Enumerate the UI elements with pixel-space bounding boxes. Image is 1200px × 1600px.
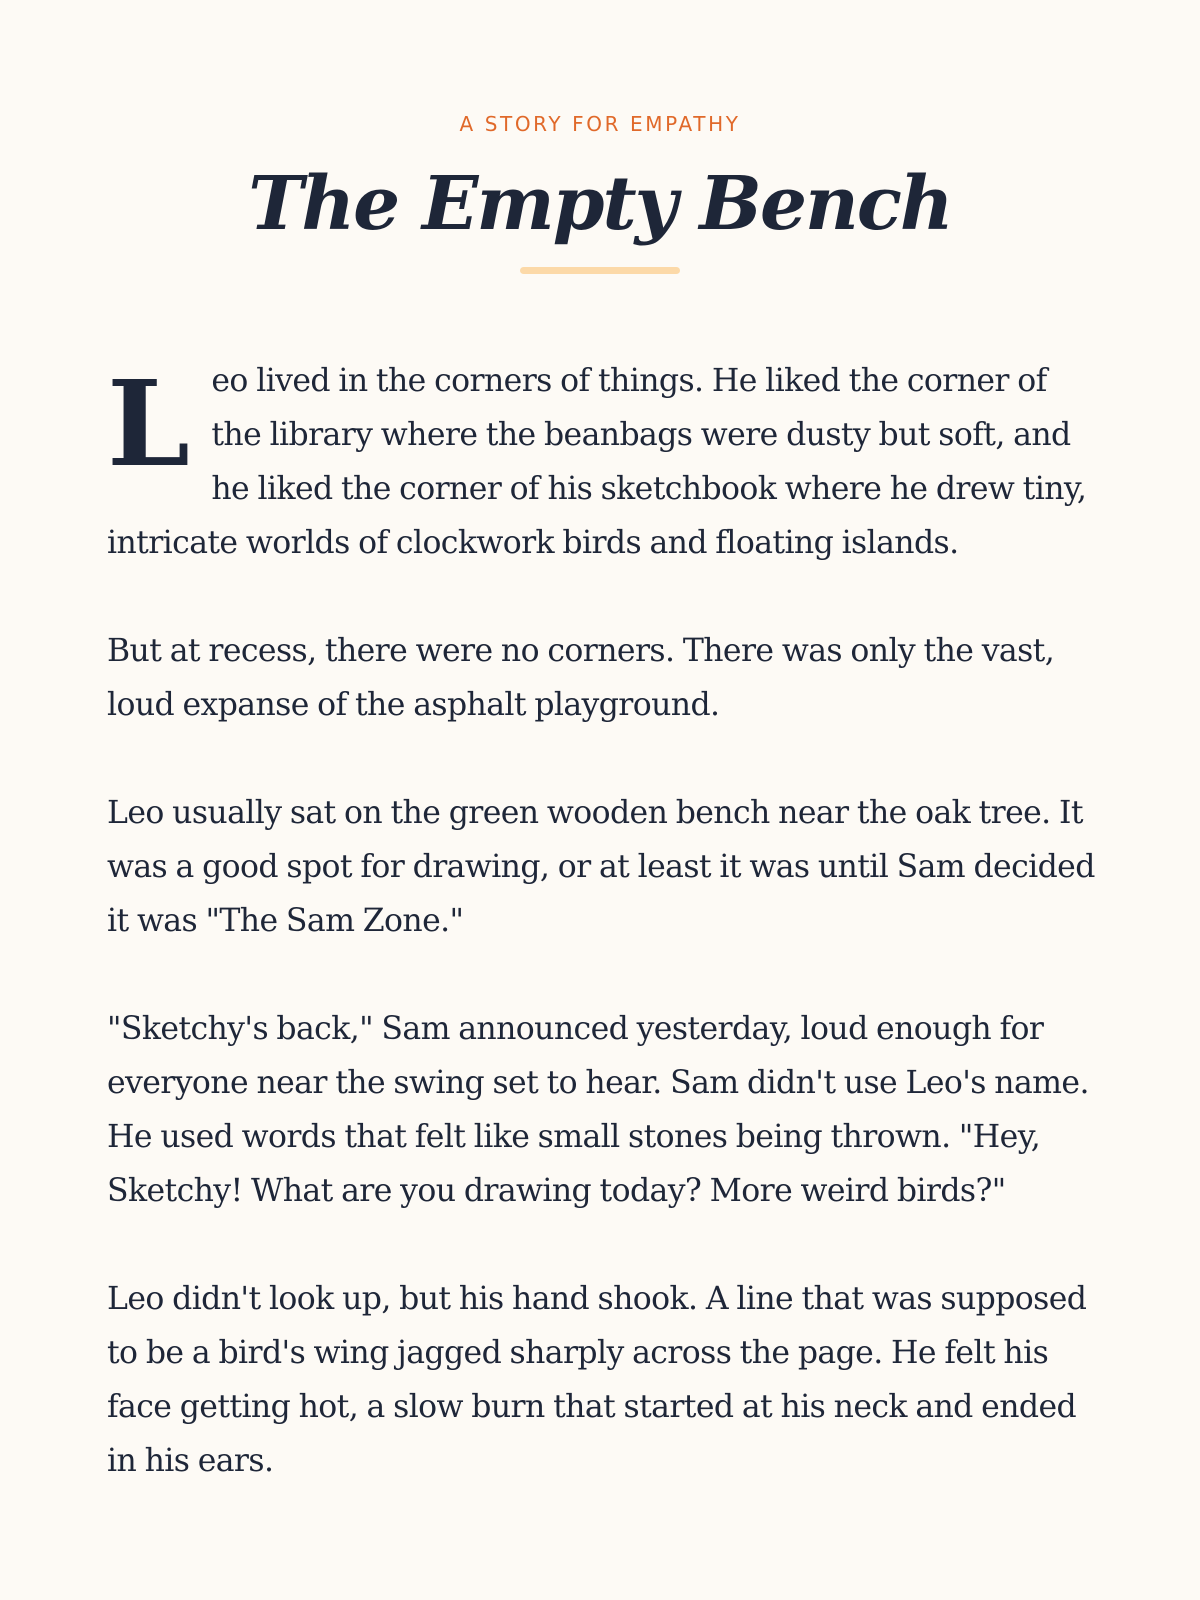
story-paragraph-1 [107, 354, 1097, 570]
story-title: The Empty Bench [248, 161, 952, 247]
story-paragraph-4: "Sketchy's back," Sam announced yesterday, loud enough for everyone near the swing set to hear. Sam didn't use Leo's name. He used words that felt like small stones being thrown. "Hey, Sketchy! What are you drawing today? More weird birds?" [107, 1011, 1089, 1209]
paragraph-1-text: eo lived in the corners of things. He liked the corner of the library where the beanbags were dusty but soft, and he liked the corner of his sketchbook where he drew tiny, intricate worlds of clockwork birds and floating islands. [107, 363, 1087, 561]
story-paragraph-5: Leo didn't look up, but his hand shook. A line that was supposed to be a bird's wing jagged sharply across the page. He felt his face getting hot, a slow burn that started at his neck and ended in his ears. [107, 1281, 1087, 1479]
story-paragraph-2: But at recess, there were no corners. There was only the vast, loud expanse of the asphalt playground. [107, 633, 1055, 723]
story-paragraph-3: Leo usually sat on the green wooden bench near the oak tree. It was a good spot for drawing, or at least it was until Sam decided it was "The Sam Zone." [107, 795, 1095, 939]
title-underline [520, 267, 680, 274]
drop-cap: L [107, 354, 190, 493]
story-kicker: A STORY FOR EMPATHY [459, 112, 741, 136]
story-body [107, 354, 1097, 1542]
